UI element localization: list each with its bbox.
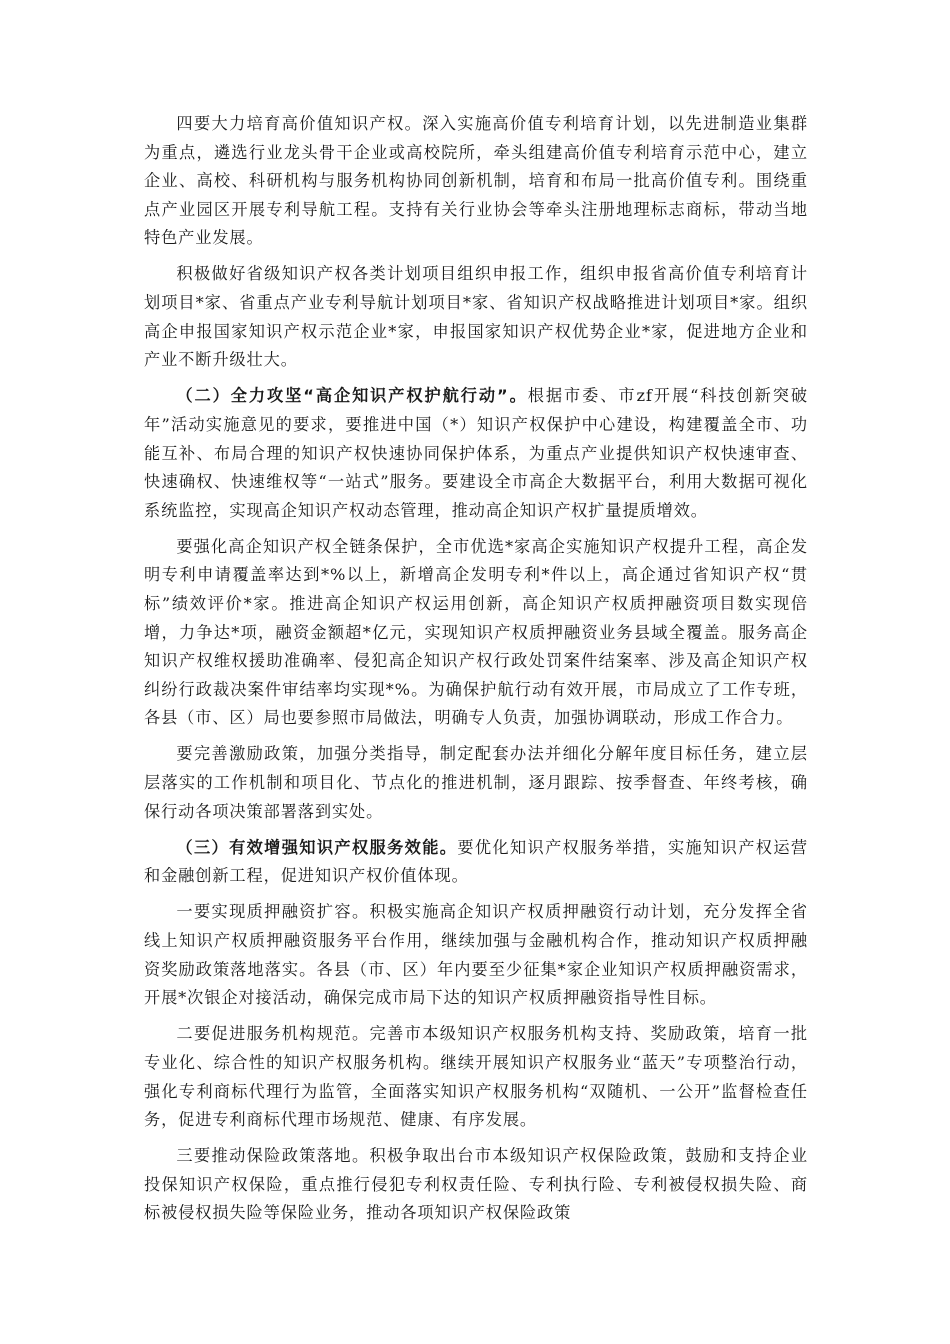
paragraph-4	[144, 533, 808, 733]
paragraph-text: 一要实现质押融资扩容。积极实施高企知识产权质押融资行动计划，充分发挥全省线上知识产权质押融资服务平台作用，继续加强与金融机构合作，推动知识产权质押融资奖励政策落地落实。各县（市、区）年内要至少征集*家企业知识产权质押融资需求，开展*次银企对接活动，确保完成市局下达的知识产权质押融资指导性目标。	[144, 902, 808, 1008]
paragraph-8	[144, 1020, 808, 1134]
section-heading-2: （二）全力攻坚“高企知识产权护航行动”。	[176, 386, 528, 406]
paragraph-2	[144, 260, 808, 374]
paragraph-7	[144, 898, 808, 1012]
paragraph-text: 要完善激励政策，加强分类指导，制定配套办法并细化分解年度目标任务，建立层层落实的工作机制和项目化、节点化的推进机制，逐月跟踪、按季督查、年终考核，确保行动各项决策部署落到实处。	[144, 744, 808, 821]
paragraph-text: 四要大力培育高价值知识产权。深入实施高价值专利培育计划，以先进制造业集群为重点，遴选行业龙头骨干企业或高校院所，牵头组建高价值专利培育示范中心，建立企业、高校、科研机构与服务机构协同创新机制，培育和布局一批高价值专利。围绕重点产业园区开展专利导航工程。支持有关行业协会等牵头注册地理标志商标，带动当地特色产业发展。	[144, 114, 808, 248]
paragraph-text: 积极做好省级知识产权各类计划项目组织申报工作，组织申报省高价值专利培育计划项目*家、省重点产业专利导航计划项目*家、省知识产权战略推进计划项目*家。组织高企申报国家知识产权示范企业*家，申报国家知识产权优势企业*家，促进地方企业和产业不断升级壮大。	[144, 264, 808, 370]
document-page	[144, 110, 808, 1235]
paragraph-text: 二要促进服务机构规范。完善市本级知识产权服务机构支持、奖励政策，培育一批专业化、综合性的知识产权服务机构。继续开展知识产权服务业“蓝天”专项整治行动，强化专利商标代理行为监管，全面落实知识产权服务机构“双随机、一公开”监督检查任务，促进专利商标代理市场规范、健康、有序发展。	[144, 1024, 808, 1130]
paragraph-1	[144, 110, 808, 253]
paragraph-text: 要优化知识产权服务举措，实施知识产权运营和金融创新工程，促进知识产权价值体现。	[144, 837, 808, 886]
paragraph-text: 根据市委、市zf开展“科技创新突破年”活动实施意见的要求，要推进中国（*）知识产权保护中心建设，构建覆盖全市、功能互补、布局合理的知识产权快速协同保护体系，为重点产业提供知识产权快速审查、快速确权、快速维权等“一站式”服务。要建设全市高企大数据平台，利用大数据可视化系统监控，实现高企知识产权动态管理，推动高企知识产权扩量提质增效。	[144, 386, 808, 520]
paragraph-6	[144, 834, 808, 891]
paragraph-3	[144, 382, 808, 525]
section-heading-3: （三）有效增强知识产权服务效能。	[176, 837, 458, 857]
paragraph-9	[144, 1142, 808, 1228]
paragraph-5	[144, 740, 808, 826]
paragraph-text: 三要推动保险政策落地。积极争取出台市本级知识产权保险政策，鼓励和支持企业投保知识产权保险，重点推行侵犯专利权责任险、专利执行险、专利被侵权损失险、商标被侵权损失险等保险业务，推动各项知识产权保险政策	[144, 1146, 808, 1223]
paragraph-text: 要强化高企知识产权全链条保护，全市优选*家高企实施知识产权提升工程，高企发明专利申请覆盖率达到*%以上，新增高企发明专利*件以上，高企通过省知识产权“贯标”绩效评价*家。推进高企知识产权运用创新，高企知识产权质押融资项目数实现倍增，力争达*项，融资金额超*亿元，实现知识产权质押融资业务县域全覆盖。服务高企知识产权维权援助准确率、侵犯高企知识产权行政处罚案件结案率、涉及高企知识产权纠纷行政裁决案件审结率均实现*%。为确保护航行动有效开展，市局成立了工作专班，各县（市、区）局也要参照市局做法，明确专人负责，加强协调联动，形成工作合力。	[144, 536, 808, 728]
